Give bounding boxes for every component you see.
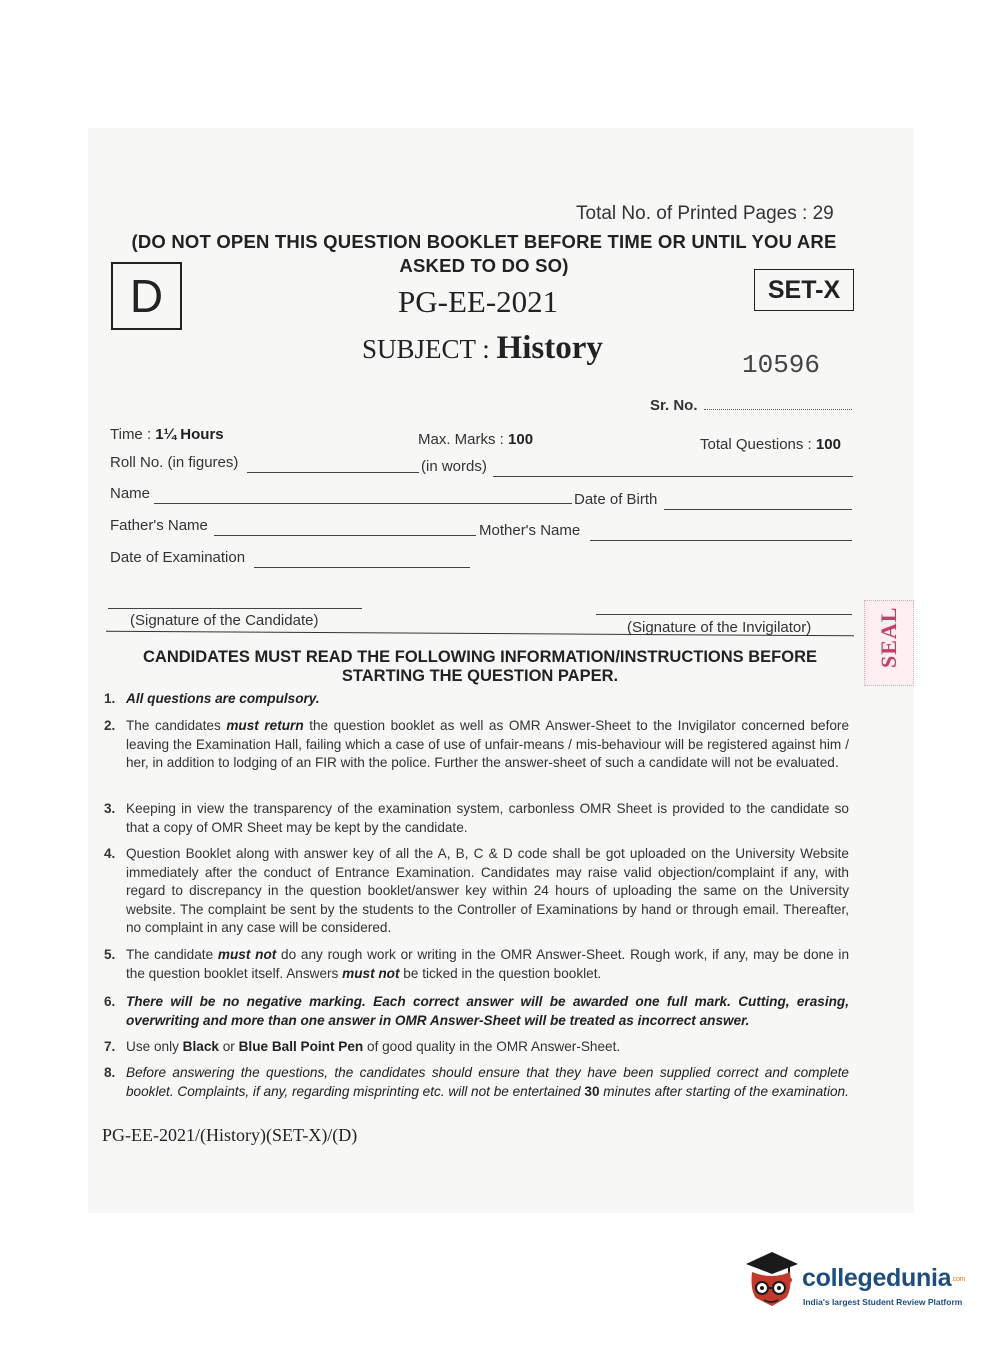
brand-tagline: India's largest Student Review Platform — [803, 1297, 963, 1307]
time-field — [110, 426, 224, 443]
instruction-number: 4. — [104, 846, 116, 861]
instruction-number: 1. — [104, 691, 116, 706]
exam-date-line[interactable] — [254, 567, 470, 568]
total-questions-value: 100 — [815, 436, 841, 453]
exam-name: PG-EE-2021 — [398, 284, 559, 319]
instruction-item — [104, 717, 849, 773]
instructions-heading: CANDIDATES MUST READ THE FOLLOWING INFORMATION/INSTRUCTIONS BEFORE STARTING THE QUESTION PAPER. — [142, 648, 818, 685]
subject-line — [362, 330, 603, 367]
max-marks-label: Max. Marks : — [418, 431, 509, 448]
collegedunia-logo — [742, 1250, 972, 1320]
invigilator-signature-label: (Signature of the Invigilator) — [627, 619, 812, 636]
instruction-item — [104, 690, 849, 709]
booklet-code-box: D — [111, 262, 182, 330]
instruction-item — [104, 1038, 849, 1057]
instruction-text: The candidate must not do any rough work or writing in the OMR Answer-Sheet. Rough work, if any, may be done in the question booklet itself. Answers must not be ticked in the question booklet. — [126, 947, 850, 981]
brand-suffix: .com — [951, 1275, 966, 1283]
total-printed-pages: Total No. of Printed Pages : 29 — [576, 203, 834, 224]
instruction-item — [104, 1064, 849, 1101]
seal-text: SEAL — [876, 606, 901, 668]
roll-figures-label: Roll No. (in figures) — [110, 454, 239, 471]
instruction-number: 7. — [104, 1039, 116, 1054]
instruction-text: All questions are compulsory. — [126, 691, 320, 706]
total-questions-field — [700, 436, 841, 453]
instruction-number: 6. — [104, 994, 116, 1009]
father-name-label: Father's Name — [110, 517, 208, 534]
instruction-item — [104, 993, 849, 1030]
sr-no-field — [650, 397, 852, 414]
graduate-mascot-icon — [742, 1250, 800, 1312]
brand-name-text: collegedunia — [802, 1264, 952, 1292]
subject-value: History — [496, 330, 603, 366]
instruction-text: Before answering the questions, the candidates should ensure that they have been supplied correct and complete booklet. Complaints, if any, regarding misprinting etc. will not be entertained 30 minutes after starting of the examination. — [126, 1065, 849, 1099]
instruction-item — [104, 800, 849, 837]
instruction-number: 5. — [104, 947, 116, 962]
set-label-box: SET-X — [754, 269, 854, 311]
serial-number: 10596 — [742, 350, 821, 380]
name-line[interactable] — [154, 503, 572, 504]
roll-words-line[interactable] — [493, 476, 853, 477]
roll-figures-line[interactable] — [247, 472, 419, 473]
subject-label: SUBJECT : — [362, 334, 490, 364]
instruction-item — [104, 845, 849, 938]
brand-name — [802, 1264, 965, 1293]
seal-stamp — [864, 600, 914, 686]
do-not-open-warning: (DO NOT OPEN THIS QUESTION BOOKLET BEFORE TIME OR UNTIL YOU ARE ASKED TO DO SO) — [131, 231, 837, 276]
candidate-signature-label: (Signature of the Candidate) — [130, 612, 319, 629]
father-name-line[interactable] — [214, 535, 476, 536]
instruction-number: 8. — [104, 1065, 116, 1080]
mother-name-label: Mother's Name — [479, 522, 581, 539]
total-questions-label: Total Questions : — [700, 436, 816, 453]
time-label: Time : — [110, 426, 156, 443]
instruction-item — [104, 946, 849, 983]
sr-no-label: Sr. No. — [650, 397, 698, 414]
time-value: 1¼ Hours — [155, 426, 224, 443]
instruction-text: The candidates must return the question booklet as well as OMR Answer-Sheet to the Invigilator concerned before leaving the Examination Hall, failing which a case of use of unfair-means / mis-behaviour will be registered against him / her, in addition to lodging of an FIR with the police. Further the answer-sheet of such a candidate will not be evaluated. — [126, 718, 850, 770]
invigilator-signature-line[interactable] — [596, 614, 852, 615]
instruction-number: 2. — [104, 718, 116, 733]
footer-code: PG-EE-2021/(History)(SET-X)/(D) — [102, 1125, 358, 1145]
name-label: Name — [110, 485, 151, 502]
dob-line[interactable] — [664, 509, 852, 510]
candidate-signature-line[interactable] — [108, 608, 362, 609]
exam-date-label: Date of Examination — [110, 549, 246, 566]
max-marks-value: 100 — [508, 431, 534, 448]
instruction-text: Question Booklet along with answer key of all the A, B, C & D code shall be got uploaded on the University Website immediately after the conduct of Entrance Examination. Candidates may raise valid objection/complaint if any, with regard to discrepancy in the question booklet/answer key within 24 hours of uploading the same on the University website. The complaint be sent by the students to the Controller of Examinations by hand or through email. Thereafter, no complaint in any case will be considered. — [126, 846, 849, 935]
instruction-text: Keeping in view the transparency of the examination system, carbonless OMR Sheet is provided to the candidate so that a copy of OMR Sheet may be kept by the candidate. — [126, 801, 849, 835]
mother-name-line[interactable] — [590, 540, 852, 541]
instruction-text: There will be no negative marking. Each correct answer will be awarded one full mark. Cutting, erasing, overwriting and more than one answer in OMR Answer-Sheet will be treated as incorrect answer. — [126, 994, 849, 1028]
instruction-text: Use only Black or Blue Ball Point Pen of good quality in the OMR Answer-Sheet. — [126, 1039, 621, 1054]
instruction-number: 3. — [104, 801, 116, 816]
sr-no-dotted-line — [704, 397, 852, 410]
max-marks-field — [418, 431, 533, 448]
dob-label: Date of Birth — [574, 491, 658, 508]
roll-words-label: (in words) — [421, 458, 487, 475]
